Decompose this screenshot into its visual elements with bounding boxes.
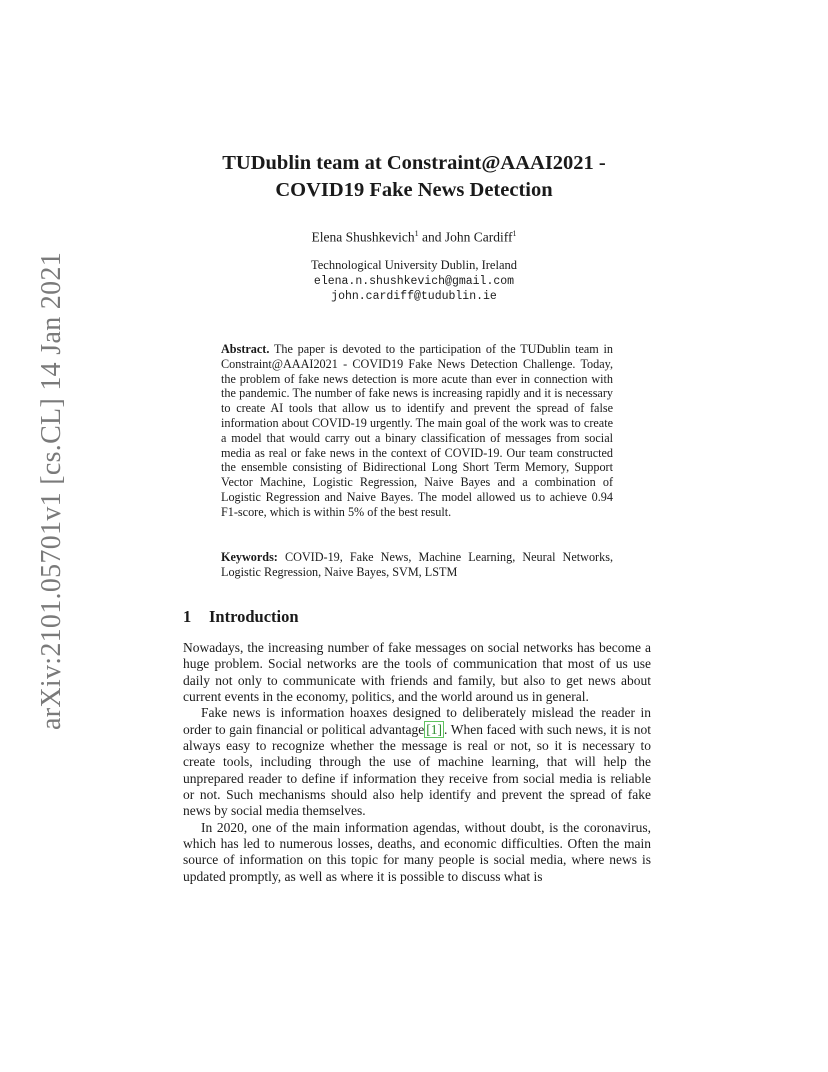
institution: Technological University Dublin, Ireland xyxy=(310,258,517,272)
author-connector: and xyxy=(418,229,445,245)
body-text xyxy=(183,640,651,885)
author-affiliation-mark: 1 xyxy=(512,229,517,238)
abstract-text: The paper is devoted to the participation of the TUDublin team in Constraint@AAAI2021 - COVID19 Fake News Detection Challenge. Today, the problem of fake news detection is more acute than ever in connection with the pandemic. The number of fake news is increasing rapidly and it is necessary to create AI tools that allow us to identify and prevent the spread of false information about COVID-19 urgently. The main goal of the work was to create a model that would carry out a binary classification of messages from social media as real or fake news in the context of COVID-19. Our team constructed the ensemble consisting of Bidirectional Long Short Term Memory, Support Vector Machine, Logistic Regression, Naive Bayes and a combination of Logistic Regression and Naive Bayes. The model allowed us to achieve 0.94 F1-score, which is within 5% of the best result. xyxy=(221,342,613,519)
affiliation-block xyxy=(0,258,828,305)
section-number: 1 xyxy=(183,607,192,626)
email-link[interactable]: john.cardiff@tudublin.ie xyxy=(331,290,497,303)
abstract-label: Abstract. xyxy=(221,342,270,356)
paragraph: Nowadays, the increasing number of fake messages on social networks has become a huge problem. Social networks are the tools of communication that most of us use daily not only to communicate with friends and family, but also to get news about current events in the economy, politics, and the world around us in general. xyxy=(183,640,651,705)
section-heading xyxy=(183,607,299,627)
keywords-label: Keywords: xyxy=(221,550,278,564)
title-line-2: COVID19 Fake News Detection xyxy=(275,179,553,201)
paragraph-text: Fake news is information hoaxes designed to deliberately mislead the reader in order to gain financial or political advantage xyxy=(183,705,651,737)
author-affiliation-mark: 1 xyxy=(414,229,419,238)
keywords-text: COVID-19, Fake News, Machine Learning, Neural Networks, Logistic Regression, Naive Bayes, SVM, LSTM xyxy=(221,550,613,579)
keywords xyxy=(221,550,613,580)
abstract xyxy=(221,342,613,520)
arxiv-stamp: arXiv:2101.05701v1 [cs.CL] 14 Jan 2021 xyxy=(36,251,67,730)
paragraph: In 2020, one of the main information agendas, without doubt, is the coronavirus, which has led to numerous losses, deaths, and economic difficulties. Often the main source of information on this topic for many people is social media, where news is updated promptly, as well as where it is possible to discuss what is xyxy=(183,819,651,884)
citation-link[interactable]: [1] xyxy=(426,721,442,737)
author-list xyxy=(0,229,828,246)
section-title: Introduction xyxy=(209,607,299,626)
paper-title xyxy=(0,150,828,204)
email-link[interactable]: elena.n.shushkevich@gmail.com xyxy=(313,274,515,288)
title-line-1: TUDublin team at Constraint@AAAI2021 - xyxy=(222,152,606,174)
paragraph-text: . When faced with such news, it is not always easy to recognize whether the message is real or not, so it is necessary to create tools, including through the use of machine learning, that will help the unprepared reader to define if information they receive from social media is reliable or not. Such mechanisms should also help identify and prevent the spread of fake news by social media themselves. xyxy=(183,721,651,819)
author-name: John Cardiff xyxy=(444,229,513,245)
paragraph xyxy=(183,705,651,819)
author-name: Elena Shushkevich xyxy=(311,229,415,245)
